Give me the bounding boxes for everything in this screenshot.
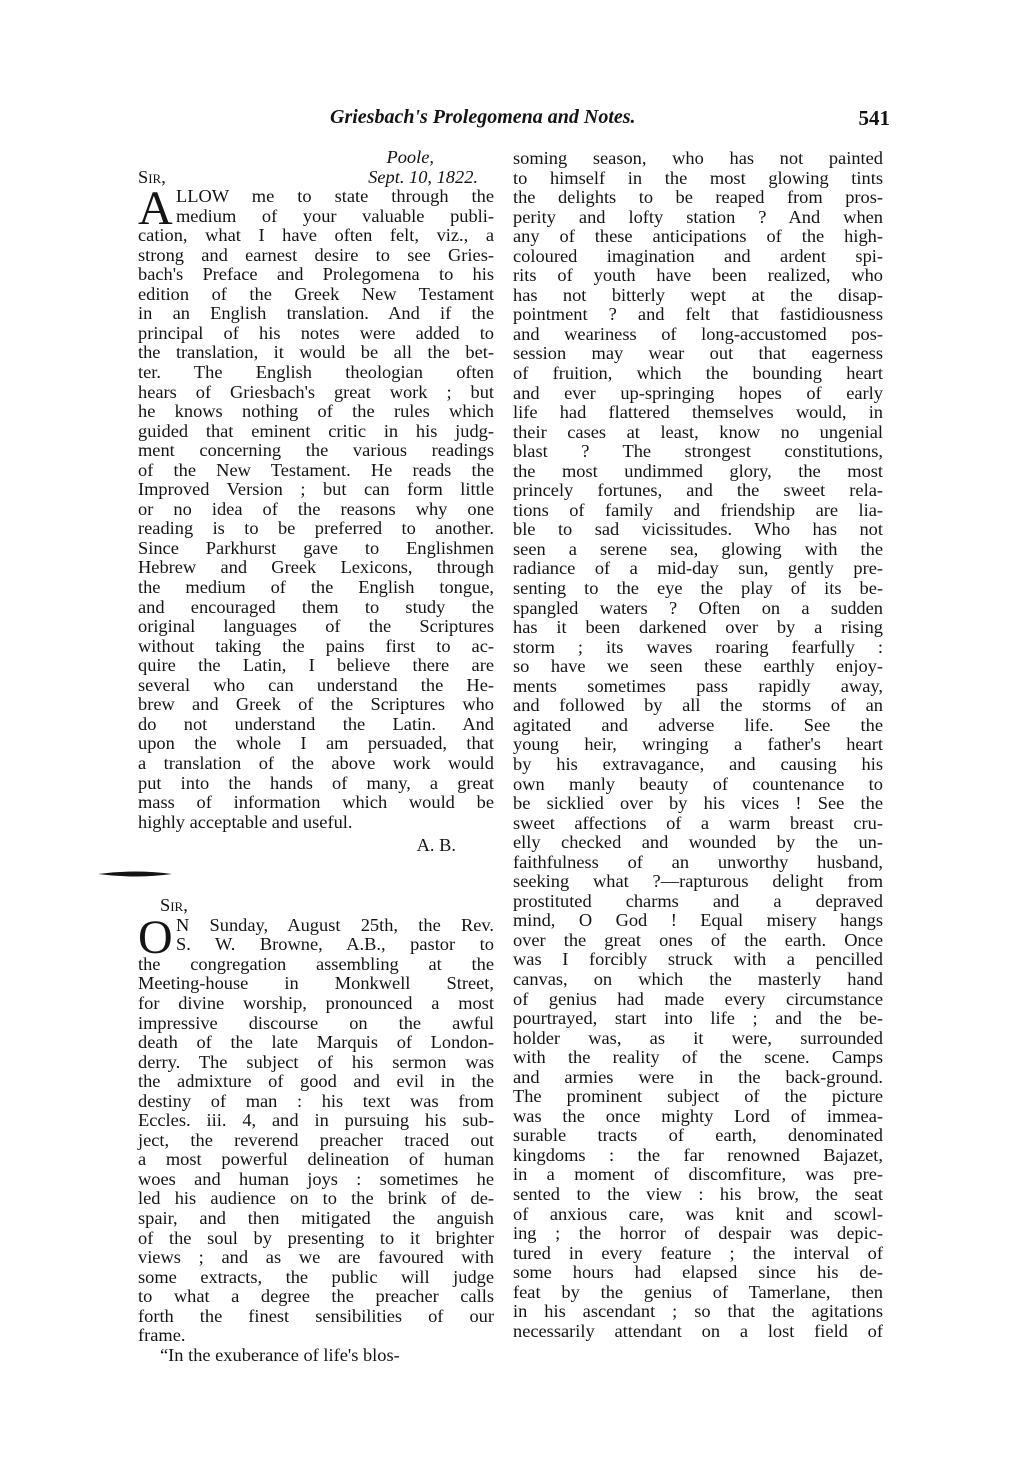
text-line: the delights to be reaped from pros- (513, 187, 883, 208)
text-line: of anxious care, was knit and scowl- (513, 1203, 883, 1224)
text-line: some extracts, the public will judge (138, 1266, 494, 1287)
text-line: seeking what ?—rapturous delight from (513, 871, 883, 892)
letter1-drop-cap: A (138, 182, 173, 236)
text-line: principal of his notes were added to (138, 322, 494, 343)
text-line: medium of your valuable publi- (176, 205, 494, 226)
text-line: perity and lofty station ? And when (513, 206, 883, 227)
text-line: some hours had elapsed since his de- (513, 1262, 883, 1283)
text-line: and ever up-springing hopes of early (513, 382, 883, 403)
text-line: ble to sad vicissitudes. Who has not (513, 519, 883, 540)
text-line: ments sometimes pass rapidly away, (513, 675, 883, 696)
text-line: in an English translation. And if the (138, 303, 494, 324)
text-line: LLOW me to state through the (176, 186, 494, 207)
text-line: to what a degree the preacher calls (138, 1286, 494, 1307)
text-line: reading is to be preferred to another. (138, 518, 494, 539)
text-line: edition of the Greek New Testament (138, 283, 494, 304)
text-line: senting to the eye the play of its be- (513, 578, 883, 599)
text-line: and weariness of long-accustomed pos- (513, 323, 883, 344)
text-line: life had flattered themselves would, in (513, 402, 883, 423)
running-title: Griesbach's Prolegomena and Notes. (330, 106, 636, 128)
text-line: of genius had made every circumstance (513, 988, 883, 1009)
text-line: the medium of the English tongue, (138, 577, 494, 598)
text-line: cation, what I have often felt, viz., a (138, 225, 494, 246)
text-line: Improved Version ; but can form little (138, 479, 494, 500)
text-line: radiance of a mid-day sun, gently pre- (513, 558, 883, 579)
text-line: several who can understand the He- (138, 674, 494, 695)
text-line: necessarily attendant on a lost field of (513, 1320, 883, 1341)
page-number: 541 (858, 106, 890, 130)
text-line: soming season, who has not painted (513, 148, 883, 168)
text-line: over the great ones of the earth. Once (513, 929, 883, 950)
text-line: Eccles. iii. 4, and in pursuing his sub- (138, 1110, 494, 1131)
letter1-date: Sept. 10, 1822. (368, 166, 478, 187)
text-line: guided that eminent critic in his judg- (138, 420, 494, 441)
text-line: tured in every feature ; the interval of (513, 1242, 883, 1263)
text-line: was the once mighty Lord of immea- (513, 1105, 883, 1126)
text-line: was I forcibly struck with a pencilled (513, 949, 883, 970)
letter1-place: Poole, (386, 147, 434, 167)
text-line: destiny of man : his text was from (138, 1090, 494, 1111)
letter1-dateline (138, 168, 494, 188)
text-line: the most undimmed glory, the most (513, 460, 883, 481)
text-line: the congregation assembling at the (138, 953, 494, 974)
text-line: young heir, wringing a father's heart (513, 734, 883, 755)
text-line: tions of family and friendship are lia- (513, 499, 883, 520)
text-line: hears of Griesbach's great work ; but (138, 381, 494, 402)
text-line: N Sunday, August 25th, the Rev. (176, 914, 494, 935)
text-line: seen a serene sea, glowing with the (513, 538, 883, 559)
text-line: derry. The subject of his sermon was (138, 1051, 494, 1072)
text-line: in a moment of discomfiture, was pre- (513, 1164, 883, 1185)
text-line: faithfulness of an unworthy husband, (513, 851, 883, 872)
text-line: ject, the reverend preacher traced out (138, 1129, 494, 1150)
text-line: mass of information which would be (138, 792, 494, 813)
text-line: mind, O God ! Equal misery hangs (513, 910, 883, 931)
text-line: agitated and adverse life. See the (513, 714, 883, 735)
text-line: original languages of the Scriptures (138, 616, 494, 637)
text-line: surable tracts of earth, denominated (513, 1125, 883, 1146)
text-line: Since Parkhurst gave to Englishmen (138, 537, 494, 558)
text-line: for divine worship, pronounced a most (138, 992, 494, 1013)
letter2-drop-cap: O (138, 910, 173, 964)
right-column (513, 149, 883, 1341)
text-line: led his audience on to the brink of de- (138, 1188, 494, 1209)
text-line: S. W. Browne, A.B., pastor to (176, 934, 494, 955)
text-line: prostituted charms and a depraved (513, 890, 883, 911)
text-line: of the New Testament. He reads the (138, 459, 494, 480)
text-line: by his extravagance, and causing his (513, 753, 883, 774)
text-line: without taking the pains first to ac- (138, 635, 494, 656)
text-line: sented to the view : his brow, the seat (513, 1183, 883, 1204)
text-line: do not understand the Latin. And (138, 713, 494, 734)
text-line: spangled waters ? Often on a sudden (513, 597, 883, 618)
text-line: the admixture of good and evil in the (138, 1071, 494, 1092)
text-line: death of the late Marquis of London- (138, 1032, 494, 1053)
text-line: canvas, on which the masterly hand (513, 968, 883, 989)
text-line: a translation of the above work would (138, 752, 494, 773)
text-line: coloured imagination and ardent spi- (513, 245, 883, 266)
text-line: quire the Latin, I believe there are (138, 655, 494, 676)
text-line: sweet affections of a warm breast cru- (513, 812, 883, 833)
text-line: to himself in the most glowing tints (513, 167, 883, 188)
text-line: highly acceptable and useful. (138, 811, 353, 832)
text-line: and armies were in the back-ground. (513, 1066, 883, 1087)
text-line: woes and human joys : sometimes he (138, 1168, 494, 1189)
text-line: a most powerful delineation of human (138, 1149, 494, 1170)
text-line: feat by the genius of Tamerlane, then (513, 1281, 883, 1302)
text-line: any of these anticipations of the high- (513, 226, 883, 247)
text-line: of the soul by presenting to it brighter (138, 1227, 494, 1248)
text-line: rits of youth have been realized, who (513, 265, 883, 286)
text-line: impressive discourse on the awful (138, 1012, 494, 1033)
text-line: ing ; the horror of despair was depic- (513, 1223, 883, 1244)
text-line: Hebrew and Greek Lexicons, through (138, 557, 494, 578)
text-line: put into the hands of many, a great (138, 772, 494, 793)
text-line: brew and Greek of the Scriptures who (138, 694, 494, 715)
text-line: kingdoms : the far renowned Bajazet, (513, 1144, 883, 1165)
text-line: holder was, as it were, surrounded (513, 1027, 883, 1048)
text-line: ment concerning the various readings (138, 440, 494, 461)
text-line: so have we seen these earthly enjoy- (513, 656, 883, 677)
letter1-salutation: Sir, (138, 166, 166, 187)
text-line: pourtrayed, start into life ; and the be- (513, 1008, 883, 1029)
text-line: has it been darkened over by a rising (513, 617, 883, 638)
text-line: forth the finest sensibilities of our (138, 1305, 494, 1326)
text-line: be sicklied over by his vices ! See the (513, 793, 883, 814)
text-line: strong and earnest desire to see Gries- (138, 244, 494, 265)
text-line: spair, and then mitigated the anguish (138, 1207, 494, 1228)
text-line: and followed by all the storms of an (513, 695, 883, 716)
text-line: or no idea of the reasons why one (138, 498, 494, 519)
section-divider-ornament (98, 870, 172, 878)
text-line: with the reality of the scene. Camps (513, 1047, 883, 1068)
text-line: views ; and as we are favoured with (138, 1247, 494, 1268)
text-line: elly checked and wounded by the un- (513, 832, 883, 853)
text-line: pointment ? and felt that fastidiousness (513, 304, 883, 325)
text-line: ter. The English theologian often (138, 362, 494, 383)
letter1-signature: A. B. (416, 835, 456, 856)
text-line: storm ; its waves roaring fearfully : (513, 636, 883, 657)
text-line: the translation, it would be all the bet- (138, 342, 494, 363)
text-line: own manly beauty of countenance to (513, 773, 883, 794)
text-line: Meeting-house in Monkwell Street, (138, 973, 494, 994)
text-line: of fruition, which the bounding heart (513, 363, 883, 384)
text-line: princely fortunes, and the sweet rela- (513, 480, 883, 501)
text-line: their cases at least, know no ungenial (513, 421, 883, 442)
text-line: in his ascendant ; so that the agitations (513, 1301, 883, 1322)
text-line: frame. (138, 1325, 186, 1346)
letter2-salutation: Sir, (160, 895, 188, 916)
text-line: he knows nothing of the rules which (138, 401, 494, 422)
text-line: upon the whole I am persuaded, that (138, 733, 494, 754)
text-line: The prominent subject of the picture (513, 1086, 883, 1107)
left-column (138, 148, 494, 1365)
text-line: “In the exuberance of life's blos- (160, 1344, 400, 1365)
text-line: has not bitterly wept at the disap- (513, 284, 883, 305)
text-line: bach's Preface and Prolegomena to his (138, 264, 494, 285)
letter2-body (138, 910, 494, 1366)
text-line: and encouraged them to study the (138, 596, 494, 617)
text-line: blast ? The strongest constitutions, (513, 441, 883, 462)
text-line: session may wear out that eagerness (513, 343, 883, 364)
letter1-body (138, 182, 494, 832)
